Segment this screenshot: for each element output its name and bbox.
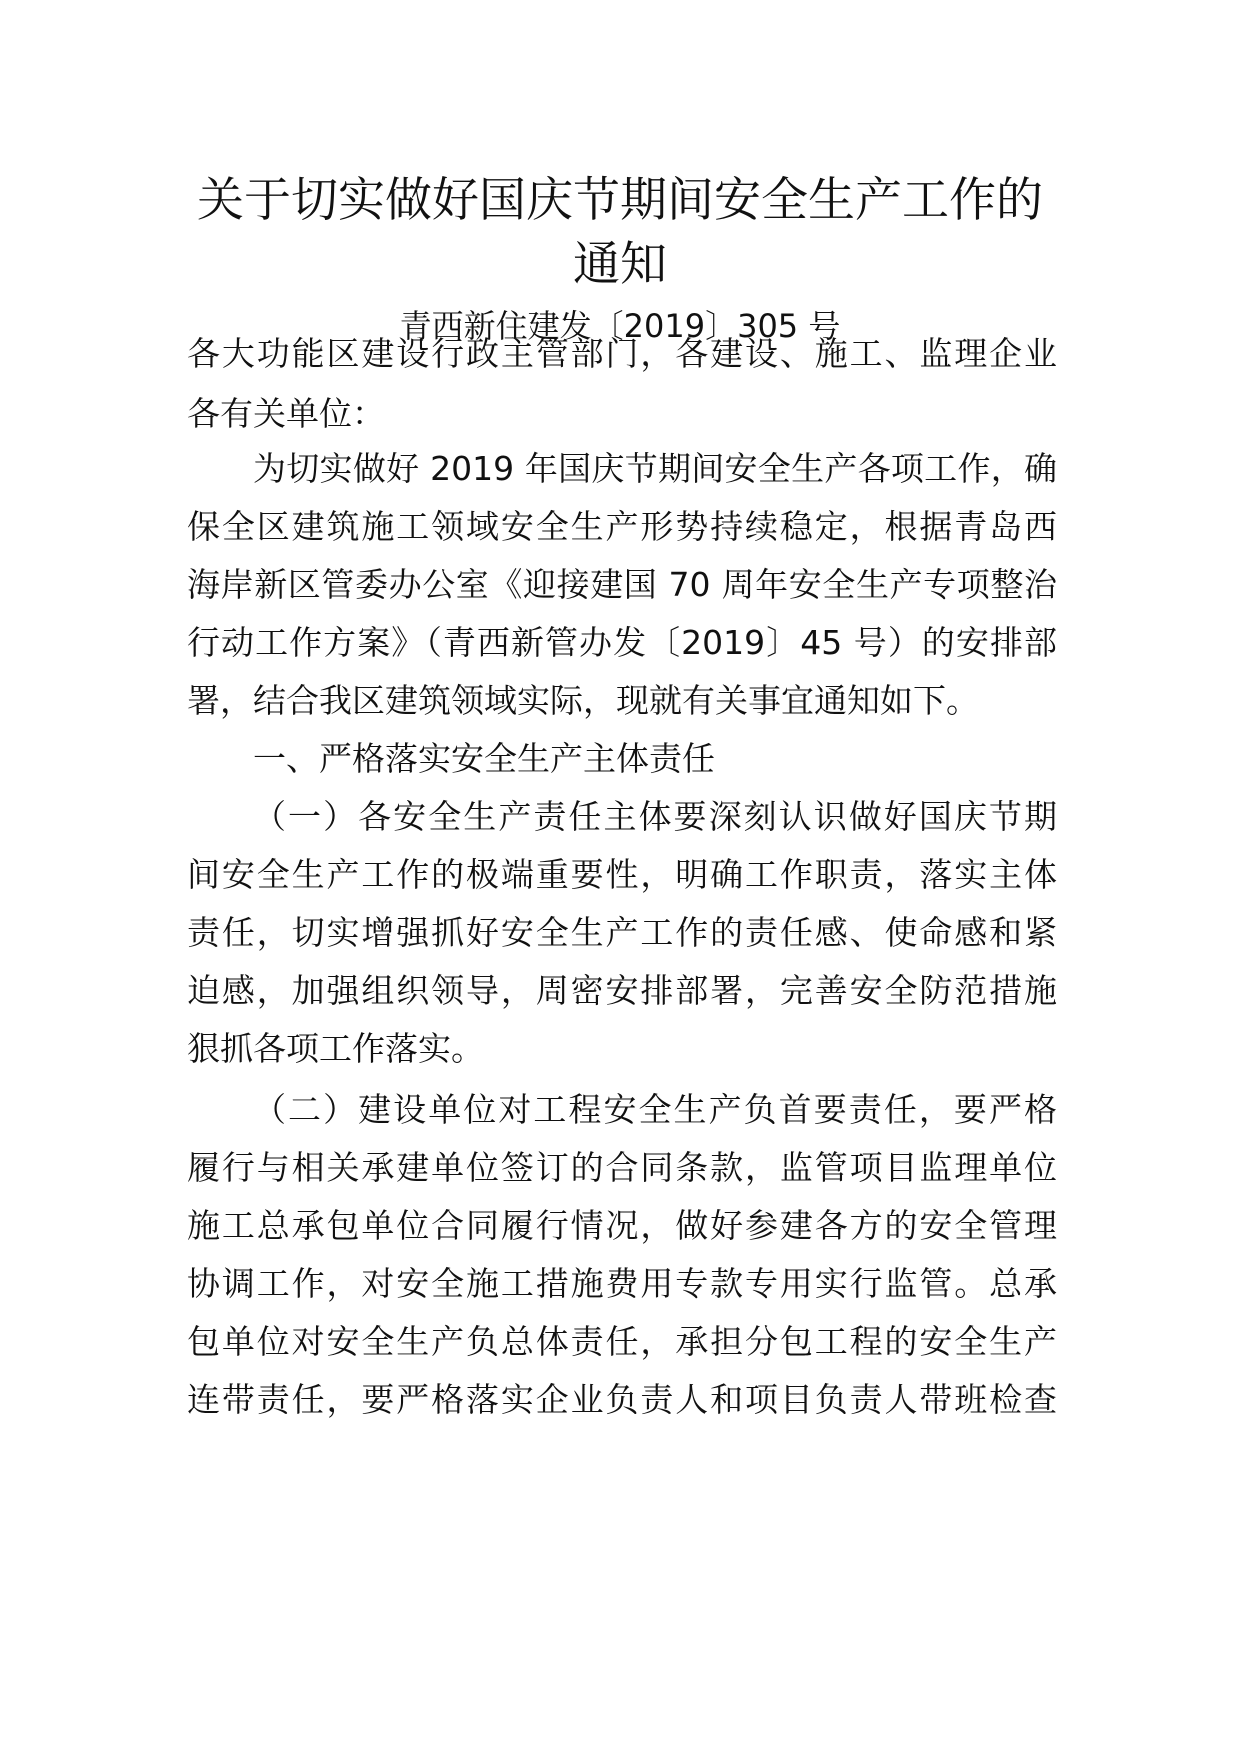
body-line: 协调工作，对安全施工措施费用专款专用实行监管。总承 <box>187 1264 1057 1303</box>
document-title-line-1: 关于切实做好国庆节期间安全生产工作的 <box>197 173 1043 228</box>
body-line: 海岸新区管委办公室《迎接建国 70 周年安全生产专项整治 <box>187 565 1057 604</box>
body-line: 署，结合我区建筑领域实际，现就有关事宜通知如下。 <box>187 681 979 720</box>
body-line: 迫感，加强组织领导，周密安排部署，完善安全防范措施 <box>187 971 1057 1010</box>
document-title-line-2: 通知 <box>573 237 667 292</box>
body-line: 各大功能区建设行政主管部门，各建设、施工、监理企业 <box>187 334 1057 373</box>
body-line: 包单位对安全生产负总体责任，承担分包工程的安全生产 <box>187 1322 1057 1361</box>
document-number: 青西新住建发〔2019〕305 号 <box>399 307 841 345</box>
body-line: （二）建设单位对工程安全生产负首要责任，要严格 <box>253 1090 1057 1129</box>
body-line: 行动工作方案》（青西新管办发〔2019〕45 号）的安排部 <box>187 623 1057 662</box>
body-line: （一）各安全生产责任主体要深刻认识做好国庆节期 <box>253 797 1057 836</box>
body-line: 施工总承包单位合同履行情况，做好参建各方的安全管理 <box>187 1206 1057 1245</box>
section-heading: 一、严格落实安全生产主体责任 <box>253 739 715 778</box>
body-line: 履行与相关承建单位签订的合同条款，监管项目监理单位 <box>187 1148 1057 1187</box>
body-line: 间安全生产工作的极端重要性，明确工作职责，落实主体 <box>187 855 1057 894</box>
body-line: 保全区建筑施工领域安全生产形势持续稳定，根据青岛西 <box>187 507 1057 546</box>
body-line: 为切实做好 2019 年国庆节期间安全生产各项工作，确 <box>253 449 1057 488</box>
body-line: 连带责任，要严格落实企业负责人和项目负责人带班检查 <box>187 1380 1057 1419</box>
body-line: 责任，切实增强抓好安全生产工作的责任感、使命感和紧 <box>187 913 1057 952</box>
body-line: 各有关单位： <box>187 394 385 433</box>
body-line: 狠抓各项工作落实。 <box>187 1029 484 1068</box>
